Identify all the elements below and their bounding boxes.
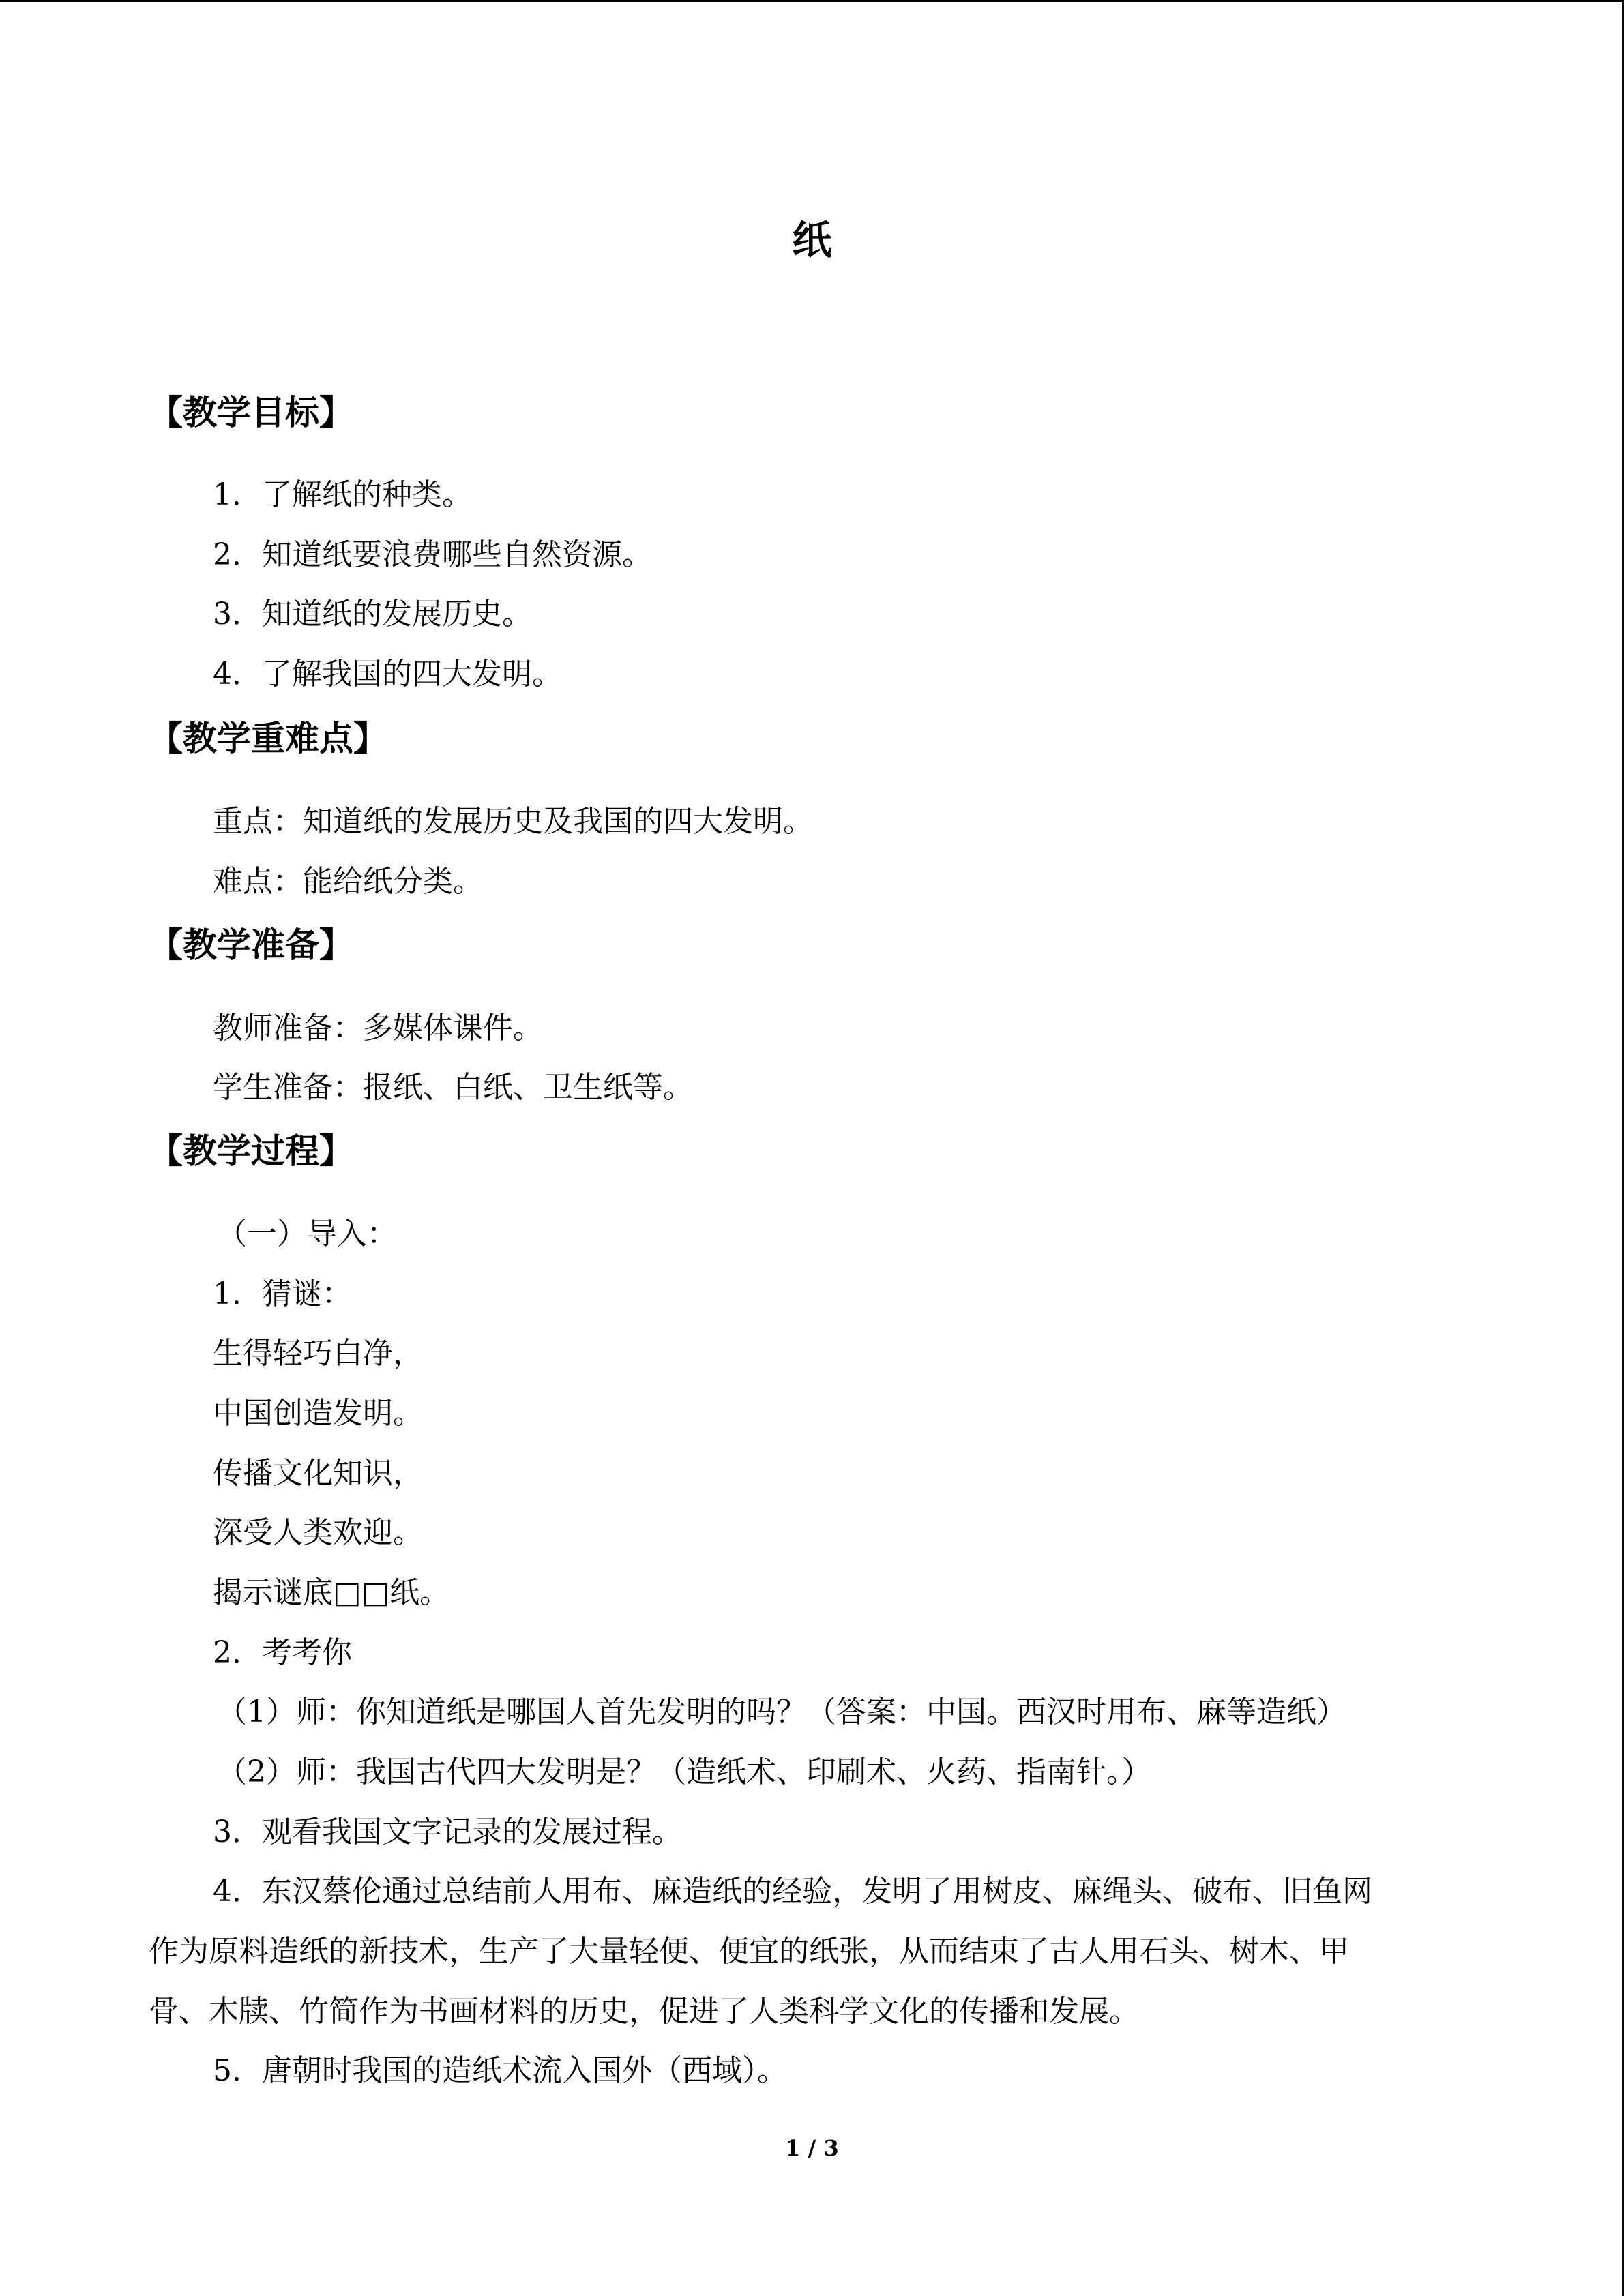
process-quiz-label: 2．考考你	[213, 1635, 352, 1670]
process-step-4-line-1: 4．东汉蔡伦通过总结前人用布、麻造纸的经验，发明了用树皮、麻绳头、破布、旧鱼网	[213, 1874, 1372, 1909]
process-riddle-label: 1．猜谜：	[213, 1277, 352, 1311]
riddle-line-3: 传播文化知识，	[213, 1456, 423, 1491]
page-border-top	[0, 0, 1624, 2]
riddle-line-4: 深受人类欢迎。	[213, 1515, 423, 1550]
goal-item-3: 3．知道纸的发展历史。	[213, 597, 532, 631]
quiz-question-2: （2）师：我国古代四大发明是？（造纸术、印刷术、火药、指南针。）	[217, 1755, 1151, 1789]
process-step-4-line-3: 骨、木牍、竹简作为书画材料的历史，促进了人类科学文化的传播和发展。	[149, 1994, 1139, 2029]
heading-teaching-goals: 【教学目标】	[149, 393, 353, 432]
prep-teacher: 教师准备：多媒体课件。	[213, 1011, 543, 1045]
riddle-line-1: 生得轻巧白净，	[213, 1336, 423, 1371]
heading-preparation: 【教学准备】	[149, 925, 353, 965]
process-step-4-line-2: 作为原料造纸的新技术，生产了大量轻便、便宜的纸张，从而结束了古人用石头、树木、甲	[149, 1934, 1349, 1969]
page-number: 1 / 3	[785, 2135, 839, 2161]
key-point-difficulty: 难点：能给纸分类。	[213, 864, 483, 899]
riddle-answer: 揭示谜底□□纸。	[213, 1575, 450, 1610]
heading-process: 【教学过程】	[149, 1131, 353, 1171]
process-intro: （一）导入：	[217, 1217, 397, 1251]
quiz-question-1: （1）师：你知道纸是哪国人首先发明的吗？（答案：中国。西汉时用布、麻等造纸）	[217, 1695, 1346, 1729]
goal-item-2: 2．知道纸要浪费哪些自然资源。	[213, 537, 652, 572]
process-step-3: 3．观看我国文字记录的发展过程。	[213, 1815, 682, 1849]
process-step-5: 5．唐朝时我国的造纸术流入国外（西域）。	[213, 2053, 787, 2088]
prep-student: 学生准备：报纸、白纸、卫生纸等。	[213, 1070, 693, 1105]
key-point-focus: 重点：知道纸的发展历史及我国的四大发明。	[213, 804, 813, 839]
heading-key-points: 【教学重难点】	[149, 719, 387, 758]
goal-item-1: 1．了解纸的种类。	[213, 477, 472, 512]
goal-item-4: 4．了解我国的四大发明。	[213, 657, 562, 691]
page-title: 纸	[792, 217, 832, 263]
riddle-line-2: 中国创造发明。	[213, 1396, 423, 1431]
